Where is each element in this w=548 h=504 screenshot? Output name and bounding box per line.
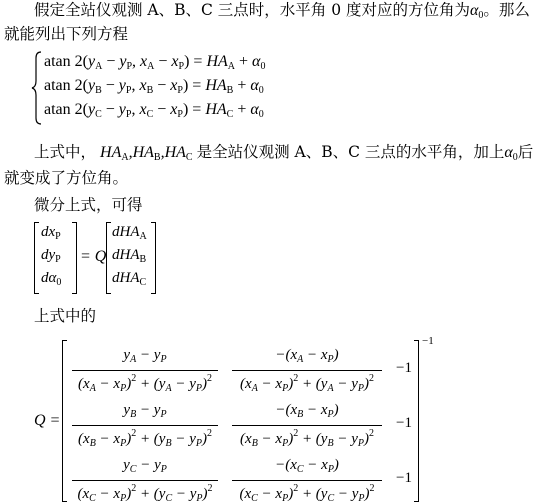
q-frac1-numerator: $y_C - y_P$ — [123, 457, 167, 475]
para4: 上式中的 — [34, 307, 97, 325]
left-vector-entry: $d\alpha_0$ — [41, 270, 62, 288]
atan2-fn: atan 2 — [44, 77, 83, 94]
left-vector-entry: $dy_P$ — [41, 247, 61, 265]
para2-suffix: 后 — [517, 143, 534, 161]
right-vector-entry: dHA$_C$ — [112, 270, 147, 288]
q-exponent: −1 — [422, 335, 434, 347]
left-brace — [30, 50, 44, 126]
para1-text: 假定全站仪观测 A、B、C 三点时，水平角 0 度对应的方位角为 — [34, 1, 471, 19]
right-vector-entry: dHA$_A$ — [112, 224, 147, 242]
q-minus-one: −1 — [396, 415, 412, 431]
q-frac2-line — [232, 425, 382, 426]
left-vector-bracket-close — [72, 222, 77, 294]
q-frac1-line — [72, 480, 218, 481]
ha-terms: $HA_A,HA_B,HA_C$ — [96, 144, 193, 163]
q-minus-one: −1 — [396, 470, 412, 486]
para2-line1 — [34, 142, 533, 168]
alpha-symbol-2: $\alpha_0$ — [504, 144, 518, 163]
q-label: Q = — [34, 412, 61, 429]
q-frac2-numerator: $-(x_A - x_P)$ — [275, 347, 339, 365]
left-vector-bracket-open — [34, 222, 39, 294]
equation-row-b: atan 2(yB − yP, xB − xP) = HAB + $\alpha_0$ — [44, 77, 264, 96]
para2-middle: 是全站仪观测 A、B、C 三点的水平角，加上 — [196, 143, 505, 161]
q-minus-one: −1 — [396, 360, 412, 376]
para1-line1 — [34, 0, 530, 26]
q-bracket-open — [62, 340, 67, 502]
right-vector-bracket-open — [106, 222, 111, 294]
q-frac2-numerator: $-(x_B - x_P)$ — [275, 402, 339, 420]
para1-line2: 就能列出下列方程 — [4, 25, 129, 43]
q-frac2-denominator: $(x_B - x_P)^2 + (y_B - y_P)^2$ — [240, 428, 374, 449]
q-frac2-line — [232, 480, 382, 481]
para3: 微分上式，可得 — [34, 196, 143, 214]
q-frac2-numerator: $-(x_C - x_P)$ — [275, 457, 339, 475]
atan2-fn: atan 2 — [44, 101, 83, 118]
para1-suffix: 。那么 — [483, 1, 530, 19]
q-frac1-denominator: $(x_B - x_P)^2 + (y_B - y_P)^2$ — [78, 428, 212, 449]
left-vector-entry: $dx_P$ — [41, 224, 61, 242]
para2-prefix: 上式中， — [34, 143, 97, 161]
q-frac2-line — [232, 370, 382, 371]
q-frac1-line — [72, 370, 218, 371]
alpha-symbol: $\alpha_0$ — [470, 2, 484, 21]
q-frac1-denominator: $(x_C - x_P)^2 + (y_C - y_P)^2$ — [77, 483, 213, 504]
q-frac2-denominator: $(x_A - x_P)^2 + (y_A - y_P)^2$ — [240, 373, 374, 394]
right-vector-entry: dHA$_B$ — [112, 247, 147, 265]
right-vector-bracket-close — [151, 222, 156, 294]
equation-row-a: atan 2(yA − yP, xA − xP) = HAA + $\alpha_0$ — [44, 53, 266, 72]
diff-eq-sign: = Q — [80, 248, 107, 265]
q-frac1-numerator: $y_A - y_P$ — [123, 347, 167, 365]
q-frac1-line — [72, 425, 218, 426]
q-frac1-numerator: $y_B - y_P$ — [123, 402, 167, 420]
q-bracket-close — [414, 340, 419, 502]
atan2-fn: atan 2 — [44, 53, 83, 70]
q-frac2-denominator: $(x_C - x_P)^2 + (y_C - y_P)^2$ — [239, 483, 375, 504]
para2-line2: 就变成了方位角。 — [4, 169, 129, 187]
q-frac1-denominator: $(x_A - x_P)^2 + (y_A - y_P)^2$ — [78, 373, 212, 394]
equation-row-c: atan 2(yC − yP, xC − xP) = HAC + $\alpha_0$ — [44, 101, 264, 120]
